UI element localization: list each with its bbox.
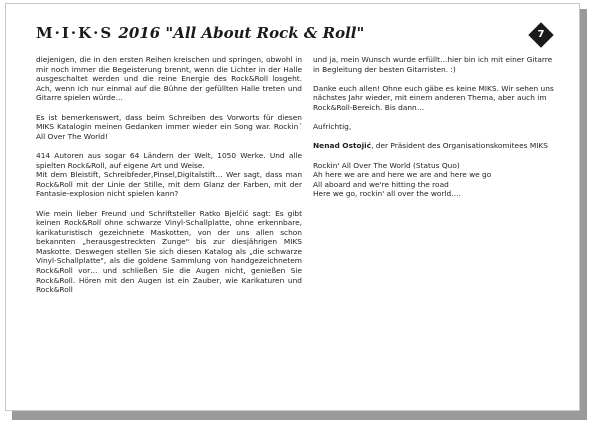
lyric-line-3: Here we go, rockin' all over the world…. xyxy=(313,189,461,199)
author-name: Nenad Ostojić xyxy=(313,141,372,151)
document-page xyxy=(5,3,580,411)
greeting: Aufrichtig, xyxy=(313,122,352,132)
header-miks: M·I·K·S xyxy=(36,24,114,42)
left-paragraph-2: Es ist bemerkenswert, dass beim Schreiben des Vorworts für diesen MIKS Katalogin meinen Gedanken immer wieder ein Song war. Rockin´ All Over The World! xyxy=(36,112,302,141)
header-title: "All About Rock & Roll" xyxy=(165,24,365,42)
left-paragraph-3 xyxy=(36,151,302,199)
right-paragraph-1: und ja, mein Wunsch wurde erfüllt…hier bin ich mit einer Gitarre in Begleitung der besten Gitarristen. :) xyxy=(313,55,553,74)
left-paragraph-3b: Mit dem Bleistift, Schreibfeder,Pinsel,Digitalstift… Wer sagt, dass man Rock&Roll mit der Linie der Stille, mit dem Glanz der Farben, mit der Fantasie-explosion nicht spielen kann? xyxy=(36,170,302,199)
song-title: Rockin' All Over The World (Status Quo) xyxy=(313,160,460,170)
left-paragraph-1: diejenigen, die in den ersten Reihen kreischen und springen, obwohl in mir noch immer die Begeisterung brennt, wenn die Lichter in der Halle ausgeschaltet werden und die reine Energie des Rock&Roll losgeht. Ach, wenn ich nur einmal auf die Bühne der gefüllten Halle treten und Gitarre spielen würde… xyxy=(36,55,302,103)
song-block xyxy=(313,161,558,199)
header-year: 2016 xyxy=(118,24,161,42)
left-paragraph-3a: 414 Autoren aus sogar 64 Ländern der Welt, 1050 Werke. Und alle spielten Rock&Roll, auf eigene Art und Weise. xyxy=(36,150,302,170)
author-role: , der Präsident des Organisationskomitees MIKS xyxy=(371,141,548,151)
left-paragraph-4: Wie mein lieber Freund und Schriftsteller Ratko Bjelčić sagt: Es gibt keinen Rock&Roll ohne schwarze Vinyl-Schallplatte, ohne erkennbare, karikaturistisch gezeichnete Maskotten, von der uns allen schon bekannten „herausgestreckten Zunge" bis zur diesjährigen MIKS Maskotte. Deswegen stellen Sie sich diesen Katalog als „die schwarze Vinyl-Schallplatte", als die goldene Sammlung von handgezeichnetem Rock&Roll vor… und schließen Sie die Augen nicht, genießen Sie Rock&Roll. Hören mit den Augen ist ein Zauber, wie Karikaturen und Rock&Roll xyxy=(36,208,302,295)
lyric-line-1: Ah here we are and here we are and here we go xyxy=(313,170,492,180)
page-number: 7 xyxy=(537,29,545,40)
right-column xyxy=(313,55,558,209)
page-header xyxy=(36,24,364,42)
signature xyxy=(313,141,558,151)
lyric-line-2: All aboard and we're hitting the road xyxy=(313,179,449,189)
left-column xyxy=(36,55,302,304)
right-paragraph-2: Danke euch allen! Ohne euch gäbe es keine MIKS. Wir sehen uns nächstes Jahr wieder, mit einem anderen Thema, aber auch im Rock&Roll-Bereich. Bis dann… xyxy=(313,83,554,112)
